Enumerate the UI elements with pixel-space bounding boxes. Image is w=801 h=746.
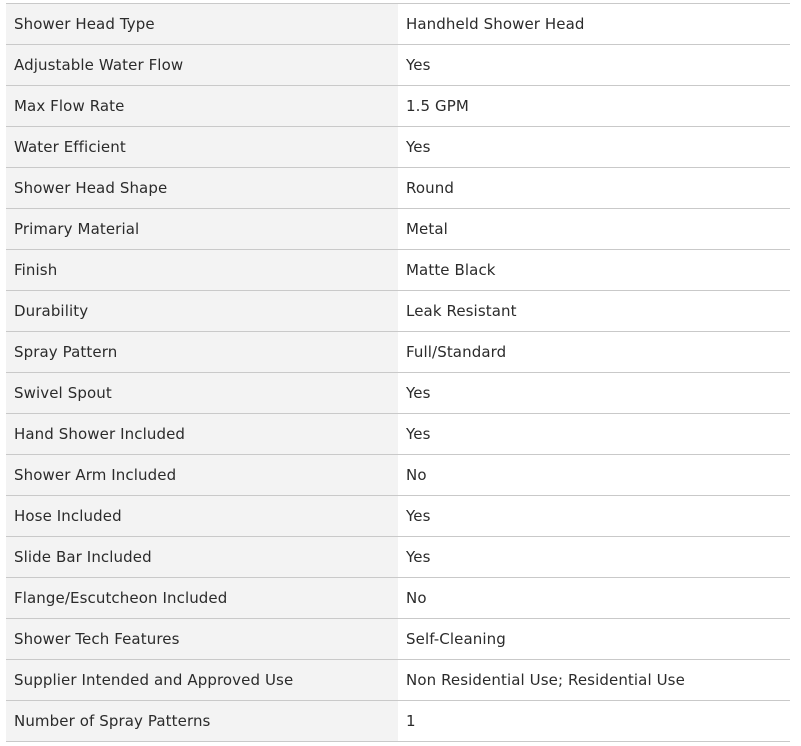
table-row bbox=[6, 4, 790, 45]
spec-label: Flange/Escutcheon Included bbox=[6, 578, 398, 619]
spec-label: Slide Bar Included bbox=[6, 537, 398, 578]
spec-value: No bbox=[398, 455, 790, 496]
spec-label: Spray Pattern bbox=[6, 332, 398, 373]
spec-label: Max Flow Rate bbox=[6, 86, 398, 127]
spec-value: Yes bbox=[398, 496, 790, 537]
spec-value: 1 bbox=[398, 701, 790, 742]
spec-value: Yes bbox=[398, 373, 790, 414]
spec-label: Swivel Spout bbox=[6, 373, 398, 414]
spec-label: Finish bbox=[6, 250, 398, 291]
spec-value: Matte Black bbox=[398, 250, 790, 291]
table-row bbox=[6, 332, 790, 373]
spec-label: Supplier Intended and Approved Use bbox=[6, 660, 398, 701]
spec-label: Shower Head Shape bbox=[6, 168, 398, 209]
table-row bbox=[6, 578, 790, 619]
table-row bbox=[6, 619, 790, 660]
table-row bbox=[6, 209, 790, 250]
spec-value: Handheld Shower Head bbox=[398, 4, 790, 45]
spec-value: Self-Cleaning bbox=[398, 619, 790, 660]
spec-value: Yes bbox=[398, 537, 790, 578]
spec-label: Shower Arm Included bbox=[6, 455, 398, 496]
spec-label: Number of Spray Patterns bbox=[6, 701, 398, 742]
spec-label: Hand Shower Included bbox=[6, 414, 398, 455]
specifications-table bbox=[6, 3, 790, 742]
spec-label: Adjustable Water Flow bbox=[6, 45, 398, 86]
spec-value: Yes bbox=[398, 127, 790, 168]
spec-label: Shower Tech Features bbox=[6, 619, 398, 660]
specifications-table-body bbox=[6, 4, 790, 742]
spec-label: Hose Included bbox=[6, 496, 398, 537]
spec-value: Yes bbox=[398, 45, 790, 86]
spec-label: Water Efficient bbox=[6, 127, 398, 168]
spec-value: Non Residential Use; Residential Use bbox=[398, 660, 790, 701]
table-row bbox=[6, 537, 790, 578]
spec-label: Shower Head Type bbox=[6, 4, 398, 45]
spec-value: Round bbox=[398, 168, 790, 209]
table-row bbox=[6, 45, 790, 86]
spec-value: Leak Resistant bbox=[398, 291, 790, 332]
table-row bbox=[6, 414, 790, 455]
spec-label: Durability bbox=[6, 291, 398, 332]
table-row bbox=[6, 455, 790, 496]
table-row bbox=[6, 373, 790, 414]
table-row bbox=[6, 168, 790, 209]
spec-value: Metal bbox=[398, 209, 790, 250]
table-row bbox=[6, 86, 790, 127]
spec-value: Yes bbox=[398, 414, 790, 455]
spec-value: 1.5 GPM bbox=[398, 86, 790, 127]
table-row bbox=[6, 660, 790, 701]
table-row bbox=[6, 496, 790, 537]
table-row bbox=[6, 701, 790, 742]
spec-label: Primary Material bbox=[6, 209, 398, 250]
table-row bbox=[6, 291, 790, 332]
spec-value: No bbox=[398, 578, 790, 619]
spec-value: Full/Standard bbox=[398, 332, 790, 373]
table-row bbox=[6, 250, 790, 291]
table-row bbox=[6, 127, 790, 168]
